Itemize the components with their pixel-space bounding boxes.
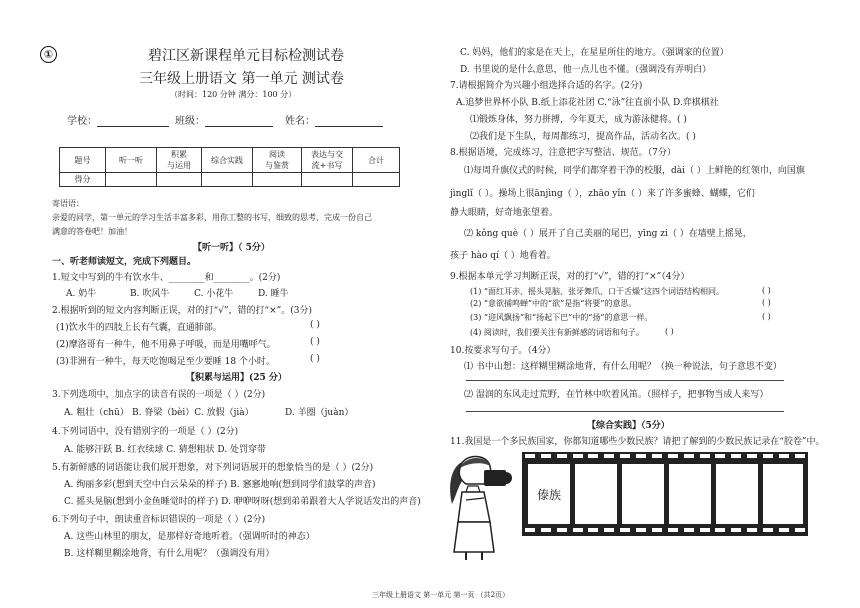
question-10-item: ⑴ 书中山想：这样糊里糊涂地背，有什么用呢？（换一种说法，句子意思不变） [464, 362, 782, 372]
option[interactable]: A. 绚丽多彩(想到天空中白云朵朵的样子) B. 窸窸地响(想到同学们鼓掌的声音) [64, 480, 376, 490]
exam-title: 碧江区新课程单元目标检测试卷 [148, 48, 344, 64]
name-label: 姓名： [285, 116, 315, 127]
notice-title: 寄语语： [52, 199, 84, 208]
score-cell[interactable] [253, 173, 302, 187]
section-heading-accumulate: 【积累与运用】(25 分） [186, 373, 287, 383]
question-7: 7.请根据简介为兴趣小组选择合适的名字。(2分) [450, 81, 643, 91]
answer-line[interactable] [466, 411, 784, 412]
section-heading-practice: 【综合实践】（5分） [587, 421, 670, 431]
judge-item: (2) “意欲捕鸣蝉”中的“欲”是指“将要”的意思。 [470, 299, 637, 308]
question-10-item: ⑵ 湿润的东风走过荒野，在竹林中吹着风笛。（照样子，把事物当成人来写） [464, 390, 769, 400]
option[interactable]: C. 小花牛 [194, 289, 234, 299]
option[interactable]: B. 吹风牛 [130, 289, 170, 299]
question-8-line: 静大眼睛，好奇地张望着。 [450, 208, 559, 218]
class-field[interactable] [175, 112, 273, 127]
answer-paren[interactable]: ( ) [762, 298, 771, 307]
class-label: 班级： [175, 116, 205, 127]
score-row [60, 173, 400, 187]
score-cell[interactable] [202, 173, 253, 187]
score-header-cell: 题号 [60, 148, 106, 173]
film-frame-3[interactable] [622, 464, 664, 524]
question-6: 6.下列句子中，朗读重音标识错误的一项是（ ）(2分) [52, 515, 266, 525]
option[interactable]: B. 这样糊里糊涂地背，有什么用呢？（强调没有用） [64, 549, 275, 559]
film-frame-5[interactable] [716, 464, 758, 524]
question-7-item: ⑴锻炼身体，努力拼搏，今年夏天，成为游泳健将。( ) [470, 115, 687, 125]
score-cell[interactable] [106, 173, 157, 187]
film-frame-4[interactable] [669, 464, 711, 524]
score-table [59, 147, 400, 187]
film-frame-6[interactable] [763, 464, 803, 524]
option[interactable]: A. 粗壮（chū） [64, 408, 129, 418]
school-field[interactable] [67, 112, 169, 127]
judge-item: (1)饮水牛的四肢上长有气囊，直通肺部。 [56, 323, 222, 333]
answer-paren[interactable]: ( ) [762, 286, 771, 295]
judge-item: (2)摩洛哥有一种牛，他不用鼻子呼吸，而是用嘴呼气。 [56, 340, 276, 350]
question-8-line: ⑴每周升旗仪式的时候，同学们都穿着干净的校服，dài（ ）上鲜艳的红领巾，向国旗 [464, 166, 805, 176]
question-10: 10.按要求写句子。（4分） [450, 346, 556, 356]
answer-paren[interactable]: ( ) [762, 312, 771, 321]
score-header-cell: 合计 [353, 148, 400, 173]
score-header-cell: 综合实践 [202, 148, 253, 173]
judge-item: (3) “迎风飘扬”和“扬起下巴”中的“扬”的意思一样。 [470, 313, 653, 322]
question-5: 5.有新鲜感的词语能让我们展开想象，对下列词语展开的想象恰当的是（ ）(2分) [52, 463, 374, 473]
film-frame-1[interactable] [528, 464, 570, 524]
notice-line: 亲爱的同学，第一单元的学习生活丰富多彩，用你工整的书写，细致的思考，完成一份自己 [52, 213, 372, 222]
notice-line: 满意的答卷吧！加油！ [52, 227, 132, 236]
option[interactable]: C. 妈妈，他们的家是在天上，在星星所住的地方。（强调家的位置） [460, 48, 729, 58]
school-label: 学校： [67, 116, 97, 127]
section-heading-listen: 【听一听】（ 5分） [193, 243, 270, 253]
judge-item: (1) “面红耳赤、摇头晃脑、张牙舞爪、口干舌燥”这四个词语结构相同。 [470, 287, 725, 296]
answer-paren[interactable]: ( ) [665, 327, 674, 336]
question-8-line: jìnglǐ（ ）。操场上很ānjìng（ ），zhāo yǐn（ ）来了许多蜜蜂、蝴蝶，它们 [450, 189, 755, 199]
question-9: 9.根据本单元学习判断正误，对的打“√”，错的打“×”（4分） [450, 272, 690, 282]
score-cell[interactable] [302, 173, 353, 187]
question-11: 11.我国是一个多民族国家，你都知道哪些少数民族？请把了解到的少数民族记录在“胶卷”中。 [450, 437, 825, 447]
question-8-line: 孩子 hào qí（ ）地看着。 [450, 251, 556, 261]
score-header-cell: 积累 与运用 [157, 148, 202, 173]
score-cell[interactable] [157, 173, 202, 187]
score-header-cell: 表达与交 流+书写 [302, 148, 353, 173]
answer-paren[interactable]: ( ) [310, 337, 320, 347]
option[interactable]: D. 羊圈（juàn） [285, 408, 354, 418]
page-number-circle: ① [40, 46, 57, 63]
score-table-header [60, 148, 400, 173]
film-frame-label: 傣族 [536, 488, 561, 502]
score-row-label: 得分 [60, 173, 106, 187]
judge-item: (3)非洲有一种牛，每天吃饱喝足至少要睡 18 个小时。 [56, 357, 275, 367]
question-8-line: ⑵ kǒng què（ ）展开了自己美丽的尾巴，yīng zi（ ）在墙壁上摇晃， [464, 229, 752, 239]
question-7-item: ⑵我们是下生队，每周都练习，提高作品，活动名次。( ) [470, 132, 696, 142]
score-header-cell: 阅读 与鉴赏 [253, 148, 302, 173]
option[interactable]: D. 睡牛 [258, 289, 289, 299]
film-holes-top [522, 452, 808, 460]
score-cell[interactable] [353, 173, 400, 187]
option[interactable]: B. 脊梁（bèi）C. 放假（jià） [132, 408, 254, 418]
answer-paren[interactable]: ( ) [310, 354, 320, 364]
question-3: 3.下列选项中，加点字的读音有误的一项是（ ）(2分) [52, 390, 266, 400]
name-field[interactable] [285, 112, 383, 127]
answer-paren[interactable]: ( ) [310, 320, 320, 330]
time-info: （时间：120 分钟 满分：100 分） [170, 90, 297, 99]
exam-subtitle: 三年级上册语文 第一单元 测试卷 [139, 71, 344, 87]
answer-line[interactable] [466, 380, 784, 381]
film-frame-2[interactable] [575, 464, 617, 524]
film-strip [522, 452, 808, 536]
question-1: 1.短文中写到的牛有饮水牛、________和________。(2分) [52, 273, 281, 283]
question-2: 2.根据听到的短文内容判断正误，对的打“√”，错的打“×”。(3分) [52, 306, 313, 316]
options[interactable]: A.追梦世界杯小队 B.纸上添花社团 C.“泳”往直前小队 D.弈棋棋社 [456, 98, 719, 108]
option[interactable]: D. 书里说的是什么意思，他一点儿也不懂。（强调没有弄明白） [460, 65, 712, 75]
girl-camera-illustration [440, 448, 520, 563]
options[interactable]: A. 能够汗跃 B. 红衣续球 C. 猜想粗状 D. 处罚穿带 [64, 445, 267, 455]
film-holes-bottom [522, 526, 808, 534]
option[interactable]: A. 这些山林里的朋友，是那样好奇地听着。（强调听时的神态） [64, 532, 315, 542]
option[interactable]: A. 奶牛 [66, 289, 97, 299]
question-4: 4.下列词语中，没有错别字的一项是（ ）(2分) [52, 427, 239, 437]
judge-item: (4) 阅读时，我们要关注有新鲜感的词语和句子。 [470, 328, 644, 337]
score-header-cell: 听一听 [106, 148, 157, 173]
section-instruction: 一、听老师读短文，完成下列题目。 [52, 257, 197, 267]
question-8: 8.根据语境，完成练习，注意把字写整洁、规范。（7分） [450, 148, 676, 158]
page-footer: 三年级上册语文 第一单元 第一页 （共2页） [372, 591, 510, 599]
option[interactable]: C. 摇头晃脑(想到小金鱼睡觉时的样子) D. 咿咿呀呀(想到弟弟跟着大人学说话发出的声音) [64, 497, 421, 507]
